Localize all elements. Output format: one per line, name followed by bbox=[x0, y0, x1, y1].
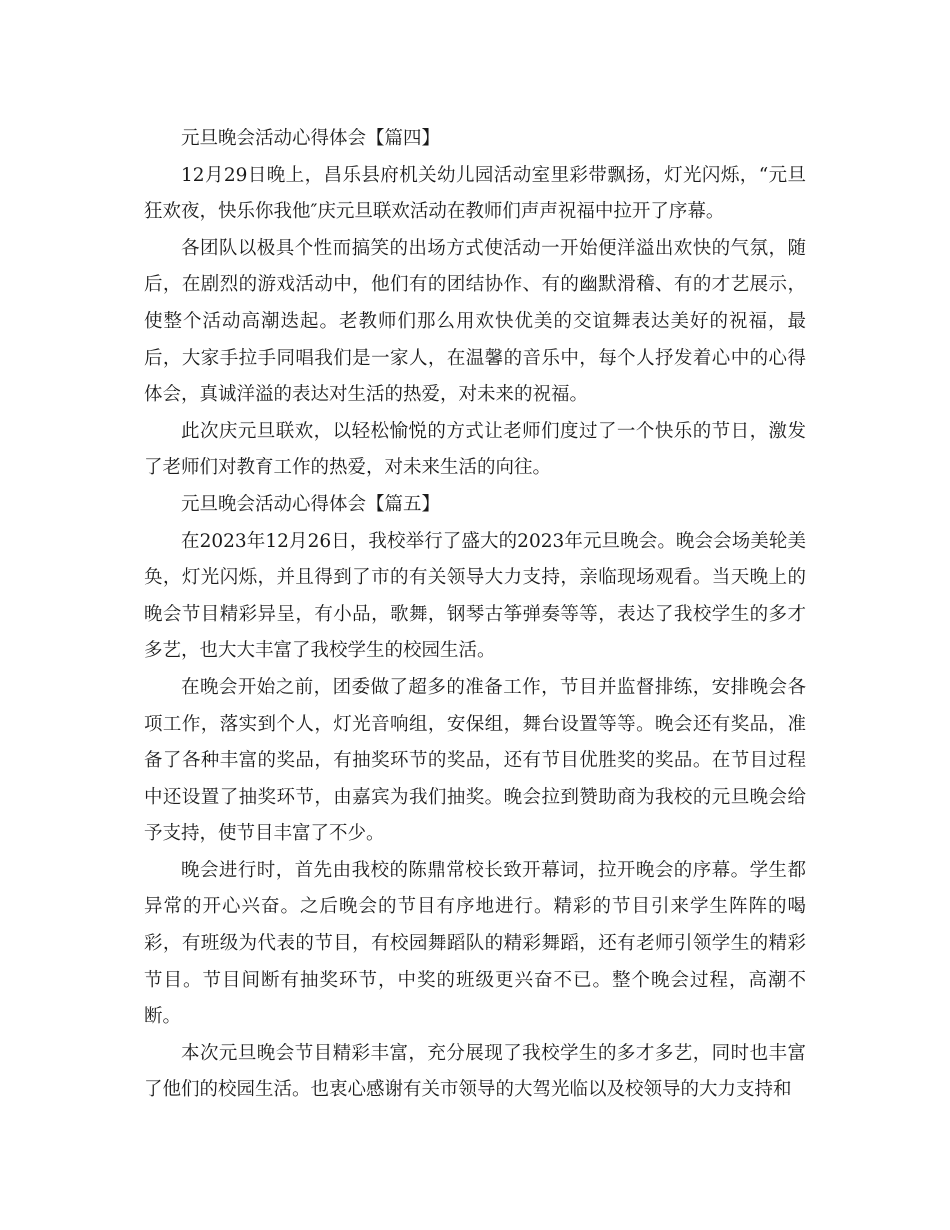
paragraph: 本次元旦晚会节目精彩丰富，充分展现了我校学生的多才多艺，同时也丰富了他们的校园生活。也衷心感谢有关市领导的大驾光临以及校领导的大力支持和 bbox=[144, 1042, 806, 1101]
document-body bbox=[144, 121, 806, 1109]
paragraph: 此次庆元旦联欢，以轻松愉悦的方式让老师们度过了一个快乐的节日，激发了老师们对教育工作的热爱，对未来生活的向往。 bbox=[144, 420, 806, 479]
section-heading-part-four: 元旦晚会活动心得体会【篇四】 bbox=[181, 128, 441, 149]
paragraph: 晚会进行时，首先由我校的陈鼎常校长致开幕词，拉开晚会的序幕。学生都异常的开心兴奋。之后晚会的节目有序地进行。精彩的节目引来学生阵阵的喝彩，有班级为代表的节目，有校园舞蹈队的精彩舞蹈，还有老师引领学生的精彩节目。节目间断有抽奖环节，中奖的班级更兴奋不已。整个晚会过程，高潮不断。 bbox=[144, 859, 806, 1028]
paragraph: 各团队以极具个性而搞笑的出场方式使活动一开始便洋溢出欢快的气氛，随后，在剧烈的游戏活动中，他们有的团结协作、有的幽默滑稽、有的才艺展示，使整个活动高潮迭起。老教师们那么用欢快优美的交谊舞表达美好的祝福，最后，大家手拉手同唱我们是一家人，在温馨的音乐中，每个人抒发着心中的心得体会，真诚洋溢的表达对生活的热爱，对未来的祝福。 bbox=[144, 237, 806, 406]
section-heading-part-five: 元旦晚会活动心得体会【篇五】 bbox=[181, 493, 441, 515]
paragraph: 12月29日晚上，昌乐县府机关幼儿园活动室里彩带飘扬，灯光闪烁，“元旦狂欢夜，快乐你我他″庆元旦联欢活动在教师们声声祝福中拉开了序幕。 bbox=[144, 164, 806, 223]
paragraph: 在2023年12月26日，我校举行了盛大的2023年元旦晚会。晚会会场美轮美奂，灯光闪烁，并且得到了市的有关领导大力支持，亲临现场观看。当天晚上的晚会节目精彩异呈，有小品，歌舞，钢琴古筝弹奏等等，表达了我校学生的多才多艺，也大大丰富了我校学生的校园生活。 bbox=[144, 530, 806, 662]
paragraph: 在晚会开始之前，团委做了超多的准备工作，节目并监督排练，安排晚会各项工作，落实到个人，灯光音响组，安保组，舞台设置等等。晚会还有奖品，准备了各种丰富的奖品，有抽奖环节的奖品，还有节目优胜奖的奖品。在节目过程中还设置了抽奖环节，由嘉宾为我们抽奖。晚会拉到赞助商为我校的元旦晚会给予支持，使节目丰富了不少。 bbox=[144, 676, 806, 845]
